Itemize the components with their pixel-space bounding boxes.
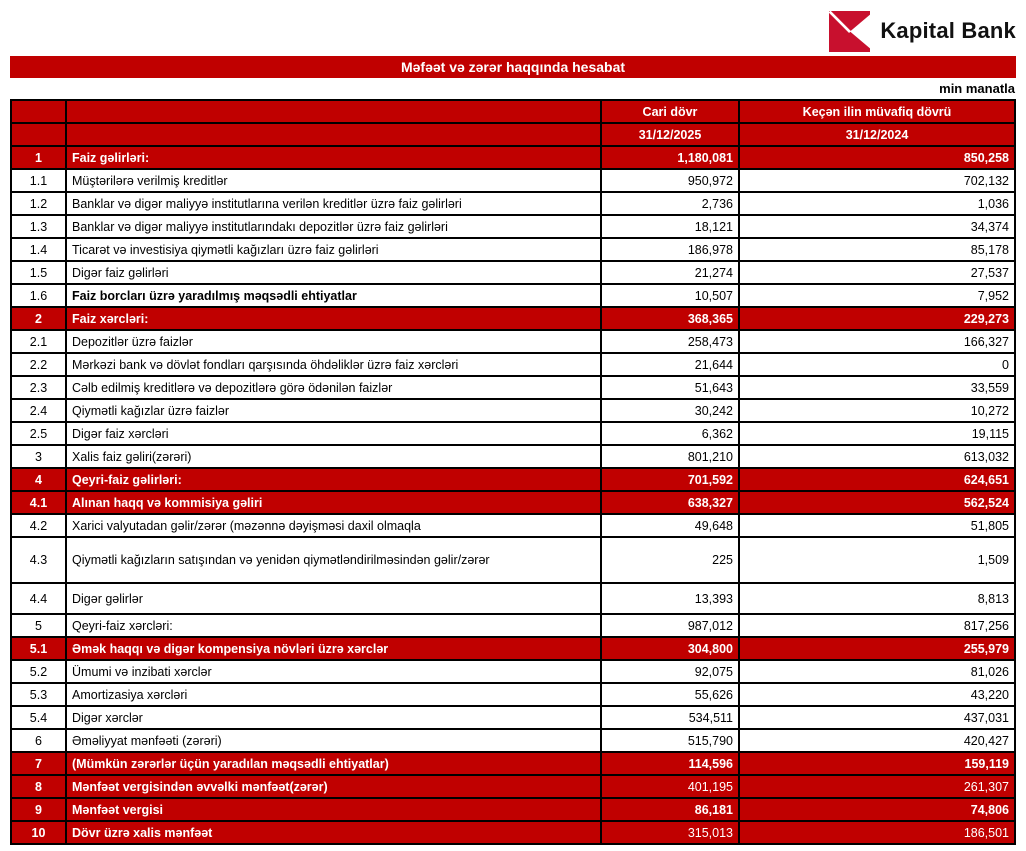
table-row (11, 821, 1015, 844)
row-number: 2.5 (11, 422, 66, 445)
col-header-previous-period: Keçən ilin müvafiq dövrü (739, 100, 1015, 123)
row-current-value: 987,012 (601, 614, 739, 637)
row-label: Əmək haqqı və digər kompensiya növləri üzrə xərclər (66, 637, 601, 660)
date-header-row (11, 123, 1015, 146)
row-number: 1.5 (11, 261, 66, 284)
period-header-row (11, 100, 1015, 123)
table-row (11, 192, 1015, 215)
row-number: 9 (11, 798, 66, 821)
table-row (11, 261, 1015, 284)
row-current-value: 86,181 (601, 798, 739, 821)
row-label: Dövr üzrə xalis mənfəət (66, 821, 601, 844)
row-current-value: 950,972 (601, 169, 739, 192)
row-current-value: 21,644 (601, 353, 739, 376)
row-label: Banklar və digər maliyyə institutlarındakı depozitlər üzrə faiz gəlirləri (66, 215, 601, 238)
row-label: Faiz borcları üzrə yaradılmış məqsədli ehtiyatlar (66, 284, 601, 307)
row-current-value: 2,736 (601, 192, 739, 215)
row-previous-value: 261,307 (739, 775, 1015, 798)
row-previous-value: 159,119 (739, 752, 1015, 775)
row-current-value: 258,473 (601, 330, 739, 353)
header-empty-num-2 (11, 123, 66, 146)
header-empty-num (11, 100, 66, 123)
table-row (11, 660, 1015, 683)
row-label: Qeyri-faiz xərcləri: (66, 614, 601, 637)
row-number: 8 (11, 775, 66, 798)
row-number: 1 (11, 146, 66, 169)
row-previous-value: 74,806 (739, 798, 1015, 821)
unit-label: min manatla (939, 81, 1015, 96)
row-number: 1.3 (11, 215, 66, 238)
row-previous-value: 702,132 (739, 169, 1015, 192)
row-current-value: 638,327 (601, 491, 739, 514)
row-label: Faiz xərcləri: (66, 307, 601, 330)
row-label: Banklar və digər maliyyə institutlarına verilən kreditlər üzrə faiz gəlirləri (66, 192, 601, 215)
row-current-value: 401,195 (601, 775, 739, 798)
report-title-bar (10, 56, 1016, 78)
row-current-value: 515,790 (601, 729, 739, 752)
row-label: Digər xərclər (66, 706, 601, 729)
row-number: 2 (11, 307, 66, 330)
row-current-value: 315,013 (601, 821, 739, 844)
table-row (11, 798, 1015, 821)
brand-name: Kapital Bank (880, 18, 1016, 43)
table-header (11, 100, 1015, 146)
row-number: 4 (11, 468, 66, 491)
brand-header (10, 8, 1016, 54)
row-previous-value: 85,178 (739, 238, 1015, 261)
header-empty-label (66, 100, 601, 123)
table-row (11, 445, 1015, 468)
row-current-value: 55,626 (601, 683, 739, 706)
row-label: Digər gəlirlər (66, 583, 601, 614)
table-row (11, 729, 1015, 752)
row-previous-value: 33,559 (739, 376, 1015, 399)
col-header-previous-date: 31/12/2024 (739, 123, 1015, 146)
row-label: Mərkəzi bank və dövlət fondları qarşısında öhdəliklər üzrə faiz xərcləri (66, 353, 601, 376)
row-number: 5.2 (11, 660, 66, 683)
row-previous-value: 8,813 (739, 583, 1015, 614)
row-number: 5.3 (11, 683, 66, 706)
profit-loss-table (10, 99, 1016, 845)
row-current-value: 701,592 (601, 468, 739, 491)
row-label: Ticarət və investisiya qiymətli kağızları üzrə faiz gəlirləri (66, 238, 601, 261)
row-current-value: 114,596 (601, 752, 739, 775)
row-number: 4.4 (11, 583, 66, 614)
row-number: 5.4 (11, 706, 66, 729)
row-number: 4.3 (11, 537, 66, 583)
row-label: Xalis faiz gəliri(zərəri) (66, 445, 601, 468)
table-row (11, 614, 1015, 637)
row-previous-value: 27,537 (739, 261, 1015, 284)
row-label: Mənfəət vergisindən əvvəlki mənfəət(zərər) (66, 775, 601, 798)
row-number: 2.1 (11, 330, 66, 353)
table-row (11, 637, 1015, 660)
row-number: 3 (11, 445, 66, 468)
table-row (11, 376, 1015, 399)
row-label: Alınan haqq və kommisiya gəliri (66, 491, 601, 514)
row-previous-value: 7,952 (739, 284, 1015, 307)
table-row (11, 775, 1015, 798)
col-header-current-period: Cari dövr (601, 100, 739, 123)
row-label: Qiymətli kağızlar üzrə faizlər (66, 399, 601, 422)
table-row (11, 514, 1015, 537)
table-row (11, 307, 1015, 330)
table-row (11, 537, 1015, 583)
table-row (11, 353, 1015, 376)
row-label: Faiz gəlirləri: (66, 146, 601, 169)
row-previous-value: 81,026 (739, 660, 1015, 683)
row-number: 1.2 (11, 192, 66, 215)
row-label: Ümumi və inzibati xərclər (66, 660, 601, 683)
table-row (11, 491, 1015, 514)
row-number: 1.6 (11, 284, 66, 307)
table-row (11, 146, 1015, 169)
row-previous-value: 51,805 (739, 514, 1015, 537)
row-label: Cəlb edilmiş kreditlərə və depozitlərə görə ödənilən faizlər (66, 376, 601, 399)
row-current-value: 49,648 (601, 514, 739, 537)
row-previous-value: 817,256 (739, 614, 1015, 637)
row-current-value: 225 (601, 537, 739, 583)
row-current-value: 10,507 (601, 284, 739, 307)
table-row (11, 706, 1015, 729)
row-label: Digər faiz xərcləri (66, 422, 601, 445)
row-previous-value: 562,524 (739, 491, 1015, 514)
table-row (11, 422, 1015, 445)
table-row (11, 583, 1015, 614)
row-label: Əməliyyat mənfəəti (zərəri) (66, 729, 601, 752)
table-row (11, 752, 1015, 775)
row-number: 2.3 (11, 376, 66, 399)
row-label: Qiymətli kağızların satışından və yenidən qiymətləndirilməsindən gəlir/zərər (66, 537, 601, 583)
row-previous-value: 43,220 (739, 683, 1015, 706)
row-label: Müştərilərə verilmiş kreditlər (66, 169, 601, 192)
table-row (11, 399, 1015, 422)
row-previous-value: 166,327 (739, 330, 1015, 353)
row-previous-value: 255,979 (739, 637, 1015, 660)
row-current-value: 13,393 (601, 583, 739, 614)
row-previous-value: 1,036 (739, 192, 1015, 215)
row-label: Mənfəət vergisi (66, 798, 601, 821)
table-row (11, 215, 1015, 238)
row-number: 2.4 (11, 399, 66, 422)
row-label: Xarici valyutadan gəlir/zərər (məzənnə dəyişməsi daxil olmaqla (66, 514, 601, 537)
row-number: 10 (11, 821, 66, 844)
table-row (11, 169, 1015, 192)
row-number: 1.1 (11, 169, 66, 192)
row-current-value: 6,362 (601, 422, 739, 445)
row-current-value: 18,121 (601, 215, 739, 238)
row-previous-value: 420,427 (739, 729, 1015, 752)
table-row (11, 683, 1015, 706)
row-previous-value: 624,651 (739, 468, 1015, 491)
kapital-bank-logo (829, 11, 1016, 52)
row-current-value: 186,978 (601, 238, 739, 261)
row-previous-value: 186,501 (739, 821, 1015, 844)
table-row (11, 284, 1015, 307)
row-label: Digər faiz gəlirləri (66, 261, 601, 284)
row-previous-value: 229,273 (739, 307, 1015, 330)
row-previous-value: 10,272 (739, 399, 1015, 422)
table-row (11, 238, 1015, 261)
row-previous-value: 34,374 (739, 215, 1015, 238)
row-previous-value: 0 (739, 353, 1015, 376)
row-label: Amortizasiya xərcləri (66, 683, 601, 706)
header-empty-label-2 (66, 123, 601, 146)
row-number: 2.2 (11, 353, 66, 376)
row-current-value: 801,210 (601, 445, 739, 468)
row-current-value: 534,511 (601, 706, 739, 729)
row-label: (Mümkün zərərlər üçün yaradılan məqsədli ehtiyatlar) (66, 752, 601, 775)
row-number: 5 (11, 614, 66, 637)
row-number: 6 (11, 729, 66, 752)
row-number: 4.1 (11, 491, 66, 514)
row-number: 5.1 (11, 637, 66, 660)
row-label: Depozitlər üzrə faizlər (66, 330, 601, 353)
col-header-current-date: 31/12/2025 (601, 123, 739, 146)
row-number: 1.4 (11, 238, 66, 261)
row-current-value: 368,365 (601, 307, 739, 330)
table-row (11, 468, 1015, 491)
row-previous-value: 19,115 (739, 422, 1015, 445)
row-label: Qeyri-faiz gəlirləri: (66, 468, 601, 491)
row-number: 4.2 (11, 514, 66, 537)
row-previous-value: 613,032 (739, 445, 1015, 468)
row-previous-value: 1,509 (739, 537, 1015, 583)
row-previous-value: 437,031 (739, 706, 1015, 729)
row-current-value: 30,242 (601, 399, 739, 422)
row-current-value: 21,274 (601, 261, 739, 284)
row-current-value: 304,800 (601, 637, 739, 660)
row-number: 7 (11, 752, 66, 775)
row-previous-value: 850,258 (739, 146, 1015, 169)
kapital-bank-logo-icon (829, 11, 870, 52)
row-current-value: 51,643 (601, 376, 739, 399)
table-row (11, 330, 1015, 353)
report-title: Məfəət və zərər haqqında hesabat (400, 59, 626, 75)
row-current-value: 92,075 (601, 660, 739, 683)
row-current-value: 1,180,081 (601, 146, 739, 169)
table-body (11, 146, 1015, 844)
